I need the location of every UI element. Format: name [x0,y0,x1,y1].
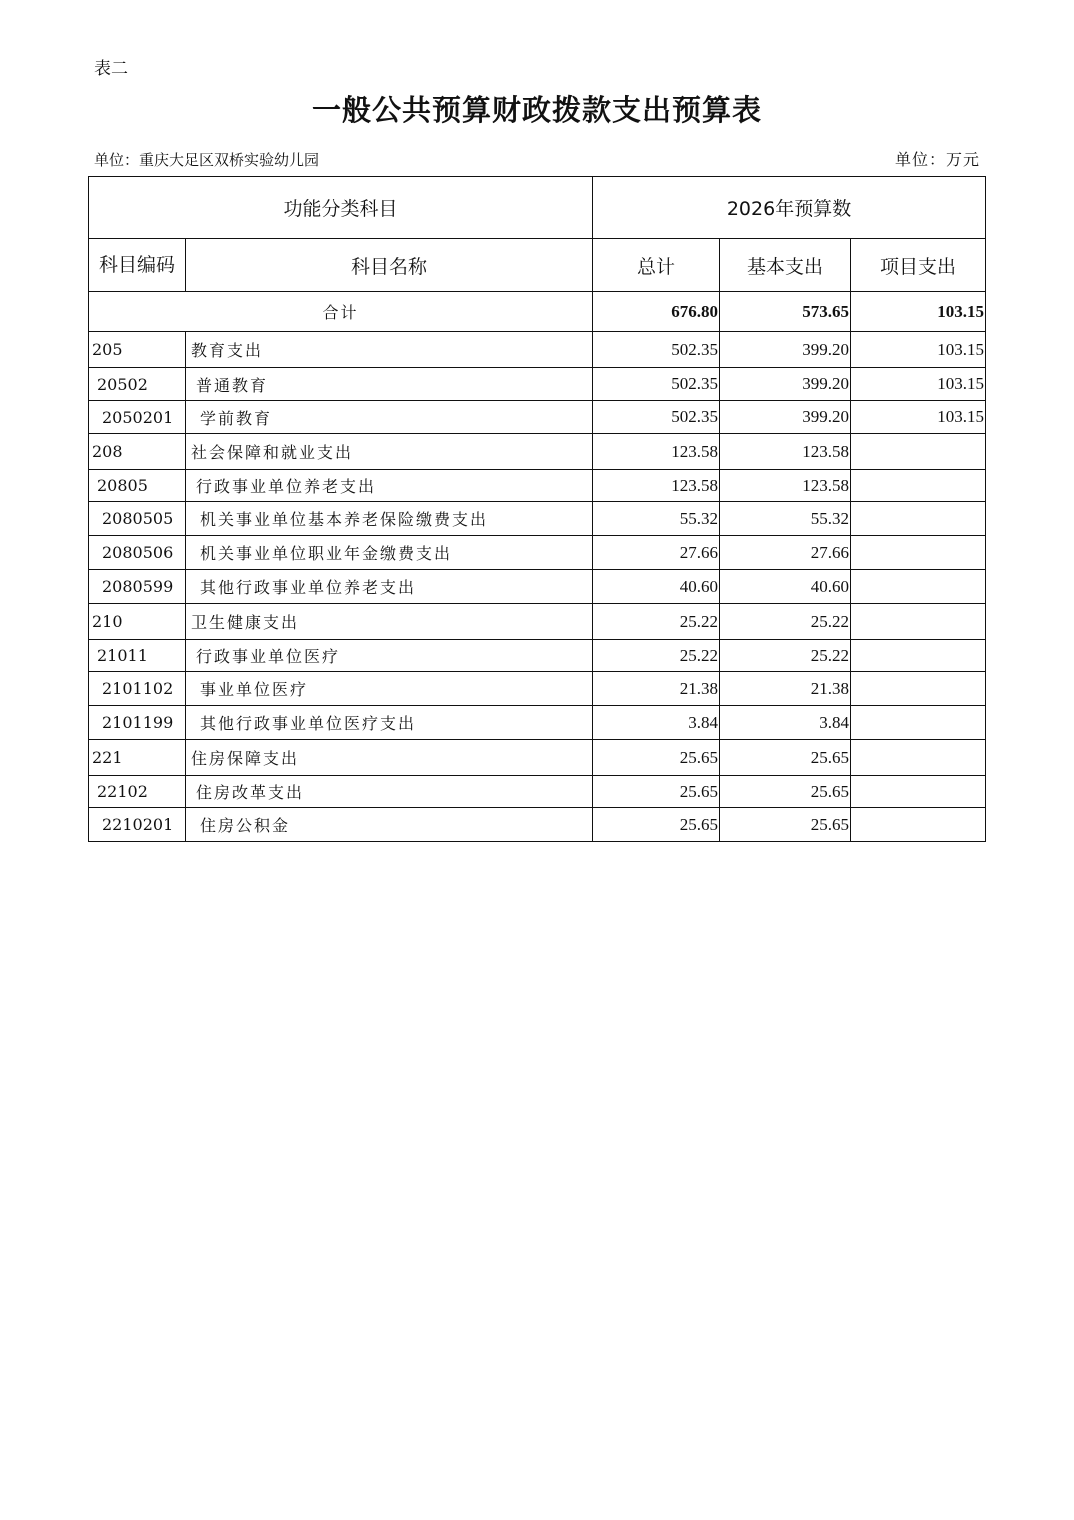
table-row [89,368,986,401]
table-row [89,640,986,672]
total-label: 合计 [89,292,593,332]
header-subject-code: 科目编码 [89,239,186,292]
subject-name: 行政事业单位医疗 [186,640,593,672]
subject-name: 机关事业单位职业年金缴费支出 [186,536,593,570]
header-group-row [89,177,986,239]
header-project-expenditure: 项目支出 [851,239,986,292]
amount-project [851,502,986,536]
subject-code: 208 [89,434,186,470]
table-row [89,536,986,570]
amount-basic: 21.38 [720,672,851,706]
subject-code: 2101102 [89,672,186,706]
amount-project [851,434,986,470]
page-title: 一般公共预算财政拨款支出预算表 [311,93,762,127]
unit-currency: 单位：万元 [894,150,980,169]
amount-basic: 123.58 [720,434,851,470]
amount-project [851,740,986,776]
subject-name: 其他行政事业单位医疗支出 [186,706,593,740]
amount-project: 103.15 [851,332,986,368]
header-functional-classification: 功能分类科目 [89,177,593,239]
amount-total: 25.65 [593,808,720,842]
amount-project [851,536,986,570]
amount-project: 103.15 [851,401,986,434]
amount-project [851,570,986,604]
amount-total: 55.32 [593,502,720,536]
amount-basic: 25.65 [720,808,851,842]
total-basic: 573.65 [720,292,851,332]
subject-name: 教育支出 [186,332,593,368]
amount-basic: 399.20 [720,401,851,434]
header-total: 总计 [593,239,720,292]
subject-name: 卫生健康支出 [186,604,593,640]
amount-basic: 25.65 [720,740,851,776]
subject-name: 行政事业单位养老支出 [186,470,593,502]
subject-code: 205 [89,332,186,368]
subject-code: 2050201 [89,401,186,434]
subject-code: 20805 [89,470,186,502]
amount-total: 123.58 [593,434,720,470]
amount-total: 25.22 [593,604,720,640]
subject-code: 2210201 [89,808,186,842]
amount-basic: 25.22 [720,604,851,640]
subject-code: 21011 [89,640,186,672]
amount-project: 103.15 [851,368,986,401]
amount-total: 502.35 [593,368,720,401]
table-row [89,401,986,434]
amount-total: 502.35 [593,401,720,434]
subject-code: 2080505 [89,502,186,536]
table-row [89,776,986,808]
amount-total: 502.35 [593,332,720,368]
subject-code: 221 [89,740,186,776]
header-column-row [89,239,986,292]
subject-name: 事业单位医疗 [186,672,593,706]
amount-basic: 25.65 [720,776,851,808]
amount-basic: 40.60 [720,570,851,604]
subject-name: 其他行政事业单位养老支出 [186,570,593,604]
table-row [89,502,986,536]
table-row [89,434,986,470]
amount-total: 27.66 [593,536,720,570]
subject-code: 210 [89,604,186,640]
header-budget-year: 2026年预算数 [593,177,986,239]
table-row [89,808,986,842]
amount-total: 21.38 [593,672,720,706]
subject-name: 普通教育 [186,368,593,401]
header-subject-name: 科目名称 [186,239,593,292]
budget-table [88,176,986,842]
amount-project [851,640,986,672]
subject-name: 住房改革支出 [186,776,593,808]
amount-project [851,604,986,640]
amount-project [851,706,986,740]
subject-code: 2080506 [89,536,186,570]
table-row [89,332,986,368]
subject-name: 学前教育 [186,401,593,434]
subject-name: 机关事业单位基本养老保险缴费支出 [186,502,593,536]
table-row [89,570,986,604]
amount-basic: 399.20 [720,332,851,368]
amount-total: 123.58 [593,470,720,502]
amount-total: 25.65 [593,776,720,808]
table-row [89,672,986,706]
subject-name: 住房保障支出 [186,740,593,776]
amount-project [851,776,986,808]
total-sum: 676.80 [593,292,720,332]
subject-code: 20502 [89,368,186,401]
amount-basic: 3.84 [720,706,851,740]
table-row [89,470,986,502]
page-label: 表二 [94,59,128,79]
amount-total: 25.22 [593,640,720,672]
subject-code: 2080599 [89,570,186,604]
amount-basic: 27.66 [720,536,851,570]
total-project: 103.15 [851,292,986,332]
unit-organization: 单位：重庆大足区双桥实验幼儿园 [94,151,320,169]
subject-name: 住房公积金 [186,808,593,842]
amount-basic: 399.20 [720,368,851,401]
amount-total: 3.84 [593,706,720,740]
subject-name: 社会保障和就业支出 [186,434,593,470]
amount-total: 25.65 [593,740,720,776]
total-row [89,292,986,332]
header-basic-expenditure: 基本支出 [720,239,851,292]
amount-project [851,672,986,706]
amount-basic: 123.58 [720,470,851,502]
subject-code: 22102 [89,776,186,808]
amount-total: 40.60 [593,570,720,604]
amount-basic: 25.22 [720,640,851,672]
amount-project [851,808,986,842]
subject-code: 2101199 [89,706,186,740]
amount-project [851,470,986,502]
table-row [89,604,986,640]
amount-basic: 55.32 [720,502,851,536]
table-row [89,706,986,740]
table-row [89,740,986,776]
